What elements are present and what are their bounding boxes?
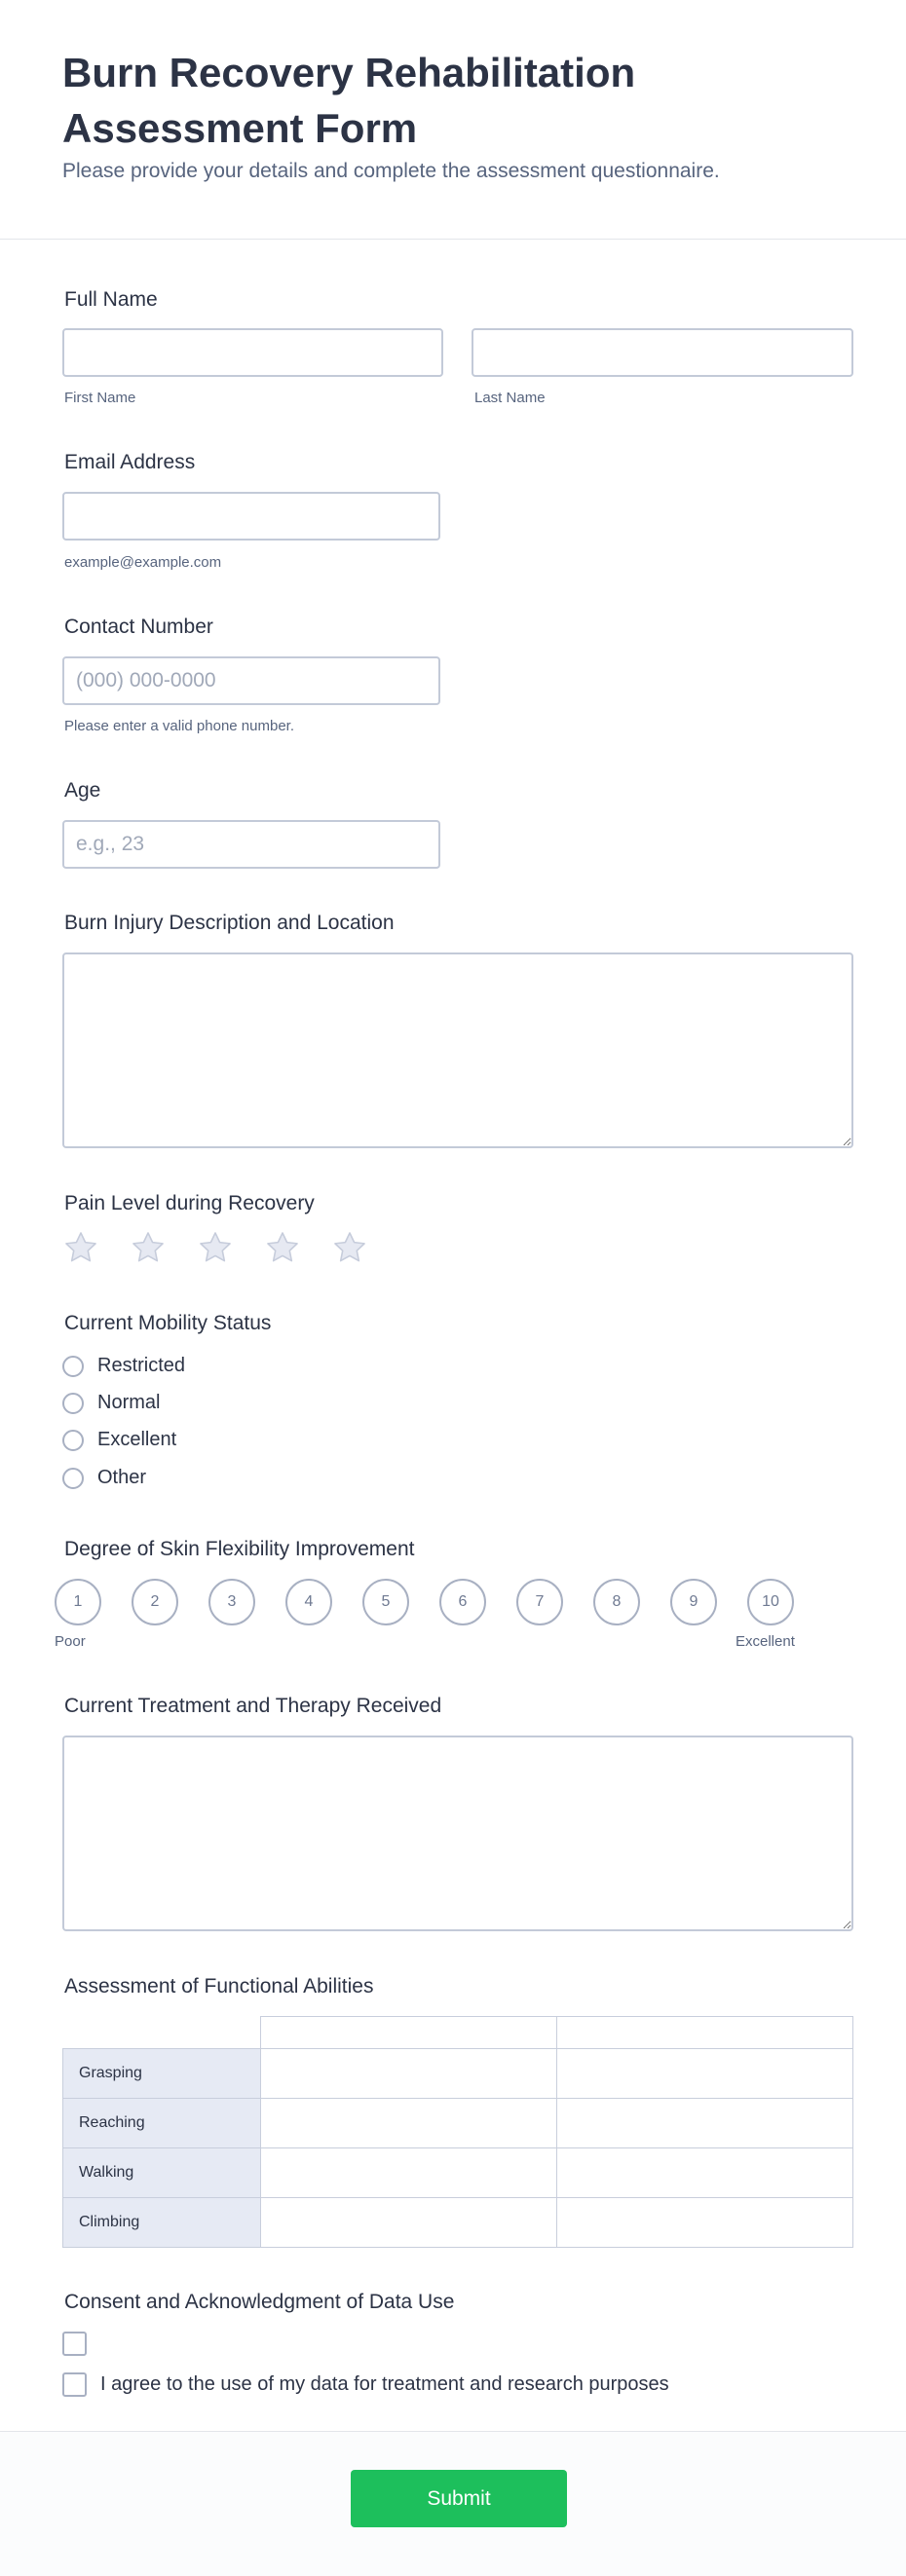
scale-option-3[interactable]: 3 — [208, 1579, 255, 1625]
scale-option-6[interactable]: 6 — [439, 1579, 486, 1625]
checkbox-label: I agree to the use of my data for treatment and research purposes — [100, 2373, 669, 2395]
scale-option-9[interactable]: 9 — [670, 1579, 717, 1625]
treatment-textarea[interactable] — [62, 1736, 853, 1931]
full-name-label: Full Name — [64, 288, 158, 311]
consent-agree-option[interactable] — [62, 2372, 669, 2397]
burn-description-textarea[interactable] — [62, 952, 853, 1148]
submit-button[interactable]: Submit — [351, 2470, 567, 2527]
pain-level-label: Pain Level during Recovery — [64, 1192, 315, 1214]
consent-label: Consent and Acknowledgment of Data Use — [64, 2291, 455, 2313]
first-name-sublabel: First Name — [64, 390, 136, 406]
star-icon[interactable] — [264, 1229, 301, 1266]
mobility-option-restricted[interactable] — [62, 1355, 185, 1377]
consent-empty-option[interactable] — [62, 2332, 100, 2356]
matrix-cell[interactable] — [261, 2099, 557, 2148]
form-title: Burn Recovery Rehabilitation Assessment Form — [62, 50, 636, 151]
email-input[interactable] — [62, 492, 440, 541]
matrix-row-label: Climbing — [63, 2198, 261, 2248]
scale-option-7[interactable]: 7 — [516, 1579, 563, 1625]
scale-option-1[interactable]: 1 — [55, 1579, 101, 1625]
radio-button[interactable] — [62, 1356, 84, 1377]
scale-option-10[interactable]: 10 — [747, 1579, 794, 1625]
scale-option-2[interactable]: 2 — [132, 1579, 178, 1625]
radio-button[interactable] — [62, 1468, 84, 1489]
star-icon[interactable] — [197, 1229, 234, 1266]
matrix-corner — [63, 2017, 261, 2049]
matrix-row-label: Reaching — [63, 2099, 261, 2148]
scale-option-5[interactable]: 5 — [362, 1579, 409, 1625]
matrix-cell[interactable] — [557, 2198, 853, 2248]
last-name-sublabel: Last Name — [474, 390, 546, 406]
matrix-row-label: Walking — [63, 2148, 261, 2198]
radio-label: Normal — [97, 1392, 161, 1413]
checkbox[interactable] — [62, 2372, 87, 2397]
skin-flexibility-scale — [55, 1579, 794, 1625]
star-icon[interactable] — [62, 1229, 99, 1266]
matrix-column-header — [557, 2017, 853, 2049]
star-icon[interactable] — [130, 1229, 167, 1266]
radio-label: Excellent — [97, 1429, 177, 1450]
matrix-cell[interactable] — [261, 2049, 557, 2099]
mobility-option-excellent[interactable] — [62, 1429, 176, 1451]
radio-button[interactable] — [62, 1393, 84, 1414]
contact-input[interactable] — [62, 656, 440, 705]
matrix-cell[interactable] — [261, 2148, 557, 2198]
form-header — [0, 0, 906, 240]
radio-label: Restricted — [97, 1355, 186, 1376]
contact-label: Contact Number — [64, 616, 213, 638]
matrix-row-label: Grasping — [63, 2049, 261, 2099]
scale-high-label: Excellent — [736, 1633, 795, 1650]
mobility-option-other[interactable] — [62, 1467, 146, 1489]
form-subtitle: Please provide your details and complete the assessment questionnaire. — [62, 160, 720, 182]
email-sublabel: example@example.com — [64, 554, 222, 571]
functional-abilities-matrix — [62, 2016, 853, 2248]
scale-option-8[interactable]: 8 — [593, 1579, 640, 1625]
matrix-cell[interactable] — [557, 2049, 853, 2099]
age-input[interactable] — [62, 820, 440, 869]
scale-option-4[interactable]: 4 — [285, 1579, 332, 1625]
matrix-column-header — [261, 2017, 557, 2049]
first-name-input[interactable] — [62, 328, 443, 377]
pain-level-stars — [62, 1229, 368, 1266]
contact-sublabel: Please enter a valid phone number. — [64, 718, 294, 734]
radio-label: Other — [97, 1467, 147, 1488]
matrix-cell[interactable] — [261, 2198, 557, 2248]
matrix-cell[interactable] — [557, 2148, 853, 2198]
email-label: Email Address — [64, 451, 196, 473]
functional-abilities-label: Assessment of Functional Abilities — [64, 1975, 374, 1997]
checkbox[interactable] — [62, 2332, 87, 2356]
matrix-cell[interactable] — [557, 2099, 853, 2148]
treatment-label: Current Treatment and Therapy Received — [64, 1695, 442, 1717]
star-icon[interactable] — [331, 1229, 368, 1266]
radio-button[interactable] — [62, 1430, 84, 1451]
skin-flexibility-label: Degree of Skin Flexibility Improvement — [64, 1538, 415, 1560]
last-name-input[interactable] — [472, 328, 853, 377]
mobility-option-normal[interactable] — [62, 1392, 160, 1414]
burn-description-label: Burn Injury Description and Location — [64, 912, 395, 934]
mobility-label: Current Mobility Status — [64, 1312, 272, 1334]
scale-low-label: Poor — [55, 1633, 86, 1650]
age-label: Age — [64, 779, 101, 802]
